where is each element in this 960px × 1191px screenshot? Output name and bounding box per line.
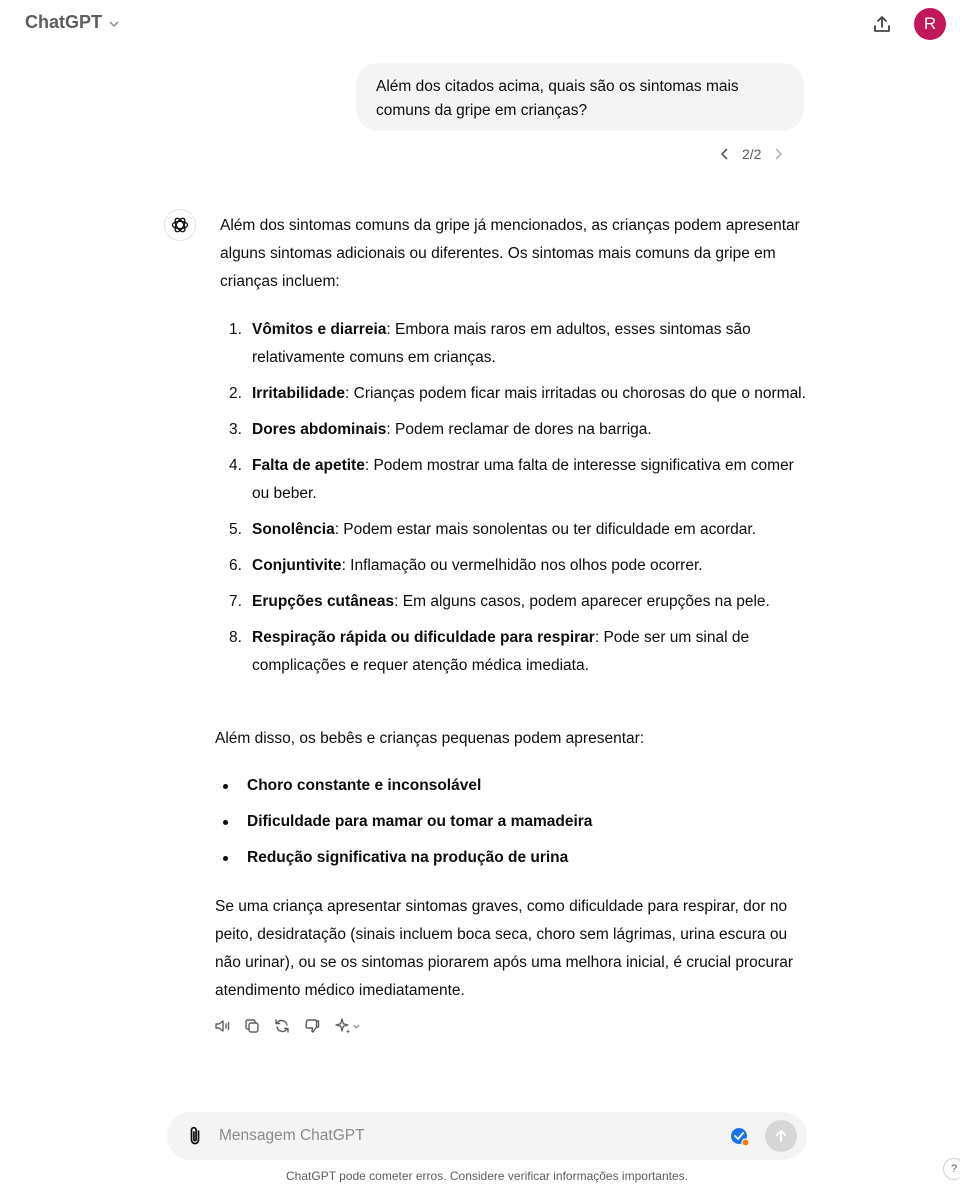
list-item xyxy=(220,516,810,544)
help-button[interactable]: ? xyxy=(943,1158,960,1180)
extension-badge[interactable] xyxy=(730,1127,750,1147)
assistant-avatar xyxy=(164,209,196,241)
model-selector[interactable] xyxy=(25,12,120,33)
top-bar xyxy=(0,0,960,48)
list-item-title: Irritabilidade xyxy=(252,385,346,402)
bullet-dot xyxy=(223,784,228,789)
assistant-intro: Além dos sintomas comuns da gripe já mencionados, as crianças podem apresentar alguns sintomas adicionais ou diferentes. Os sintomas mais comuns da gripe em crianças incluem: xyxy=(220,217,800,290)
list-item xyxy=(220,380,810,408)
bullet-text: Choro constante e inconsolável xyxy=(247,777,482,794)
disclaimer: ChatGPT pode cometer erros. Considere verificar informações importantes. xyxy=(286,1169,688,1183)
bullet-text: Redução significativa na produção de urina xyxy=(247,849,569,866)
copy-icon xyxy=(243,1017,261,1035)
list-number: 6. xyxy=(229,557,242,574)
list-item-title: Respiração rápida ou dificuldade para respirar xyxy=(252,629,595,646)
list-number: 8. xyxy=(229,629,242,646)
list-item-title: Falta de apetite xyxy=(252,457,365,474)
list-item-text: : Podem estar mais sonolentas ou ter dificuldade em acordar. xyxy=(334,521,756,538)
user-message: Além dos citados acima, quais são os sintomas mais comuns da gripe em crianças? xyxy=(356,63,804,131)
list-item-text: : Inflamação ou vermelhidão nos olhos pode ocorrer. xyxy=(341,557,703,574)
list-number: 7. xyxy=(229,593,242,610)
list-item xyxy=(220,316,810,372)
attach-button[interactable] xyxy=(185,1124,205,1148)
chevron-left-icon xyxy=(720,148,730,160)
list-item-text: : Embora mais raros em adultos, esses sintomas são relativamente comuns em crianças. xyxy=(252,321,751,366)
copy-button[interactable] xyxy=(242,1016,262,1036)
assistant-closing: Se uma criança apresentar sintomas graves, como dificuldade para respirar, dor no peito, desidratação (sinais incluem boca seca, choro sem lágrimas, urina escura ou não urinar), ou se os sintomas piorarem após uma melhora inicial, é crucial procurar atendimento médico imediatamente. xyxy=(215,898,794,999)
thumbs-down-icon xyxy=(303,1017,321,1035)
list-item-title: Sonolência xyxy=(252,521,335,538)
chevron-right-icon xyxy=(773,148,783,160)
checkmark-badge-icon xyxy=(730,1127,750,1147)
refresh-icon xyxy=(273,1017,291,1035)
list-item-text: : Podem reclamar de dores na barriga. xyxy=(386,421,652,438)
message-composer xyxy=(167,1112,807,1160)
list-item-text: : Pode ser um sinal de complicações e requer atenção médica imediata. xyxy=(252,629,750,674)
list-item-text: : Em alguns casos, podem aparecer erupções na pele. xyxy=(394,593,770,610)
symptom-list xyxy=(220,316,810,688)
openai-logo-icon xyxy=(170,215,190,235)
infant-symptom-list xyxy=(215,772,805,880)
read-aloud-button[interactable] xyxy=(212,1016,232,1036)
bullet-text: Dificuldade para mamar ou tomar a mamadeira xyxy=(247,813,593,830)
list-number: 4. xyxy=(229,457,242,474)
regenerate-button[interactable] xyxy=(272,1016,292,1036)
list-item xyxy=(220,552,810,580)
bullet-item xyxy=(215,772,805,800)
app-title: ChatGPT xyxy=(25,12,103,32)
user-avatar[interactable]: R xyxy=(914,8,946,40)
list-item-title: Erupções cutâneas xyxy=(252,593,395,610)
bullet-dot xyxy=(223,820,228,825)
bad-response-button[interactable] xyxy=(302,1016,322,1036)
list-item xyxy=(220,452,810,508)
list-number: 2. xyxy=(229,385,242,402)
paperclip-icon xyxy=(185,1124,205,1148)
list-number: 1. xyxy=(229,321,242,338)
list-item-title: Conjuntivite xyxy=(252,557,342,574)
arrow-up-icon xyxy=(773,1128,789,1144)
message-actions xyxy=(212,1016,362,1036)
next-version-button[interactable] xyxy=(769,142,787,166)
sparkle-icon xyxy=(334,1017,352,1035)
send-button[interactable] xyxy=(765,1120,797,1152)
message-pager xyxy=(716,142,787,166)
bullet-item xyxy=(215,808,805,836)
chevron-down-icon xyxy=(352,1022,361,1031)
bullet-dot xyxy=(223,856,228,861)
pager-count: 2/2 xyxy=(742,146,762,162)
list-item-title: Vômitos e diarreia xyxy=(252,321,387,338)
model-switch-button[interactable] xyxy=(332,1016,362,1036)
speaker-icon xyxy=(213,1017,231,1035)
list-number: 3. xyxy=(229,421,242,438)
bullet-item xyxy=(215,844,805,872)
chevron-down-icon xyxy=(108,18,120,30)
share-icon xyxy=(872,14,892,34)
list-number: 5. xyxy=(229,521,242,538)
list-item xyxy=(220,588,810,616)
list-item xyxy=(220,416,810,444)
list-item-title: Dores abdominais xyxy=(252,421,387,438)
share-button[interactable] xyxy=(868,10,896,38)
previous-version-button[interactable] xyxy=(716,142,734,166)
list-item xyxy=(220,624,810,680)
list-item-text: : Crianças podem ficar mais irritadas ou chorosas do que o normal. xyxy=(345,385,806,402)
message-input[interactable] xyxy=(219,1124,719,1148)
list-item-text: : Podem mostrar uma falta de interesse significativa em comer ou beber. xyxy=(252,457,794,502)
assistant-also: Além disso, os bebês e crianças pequenas podem apresentar: xyxy=(215,730,645,747)
